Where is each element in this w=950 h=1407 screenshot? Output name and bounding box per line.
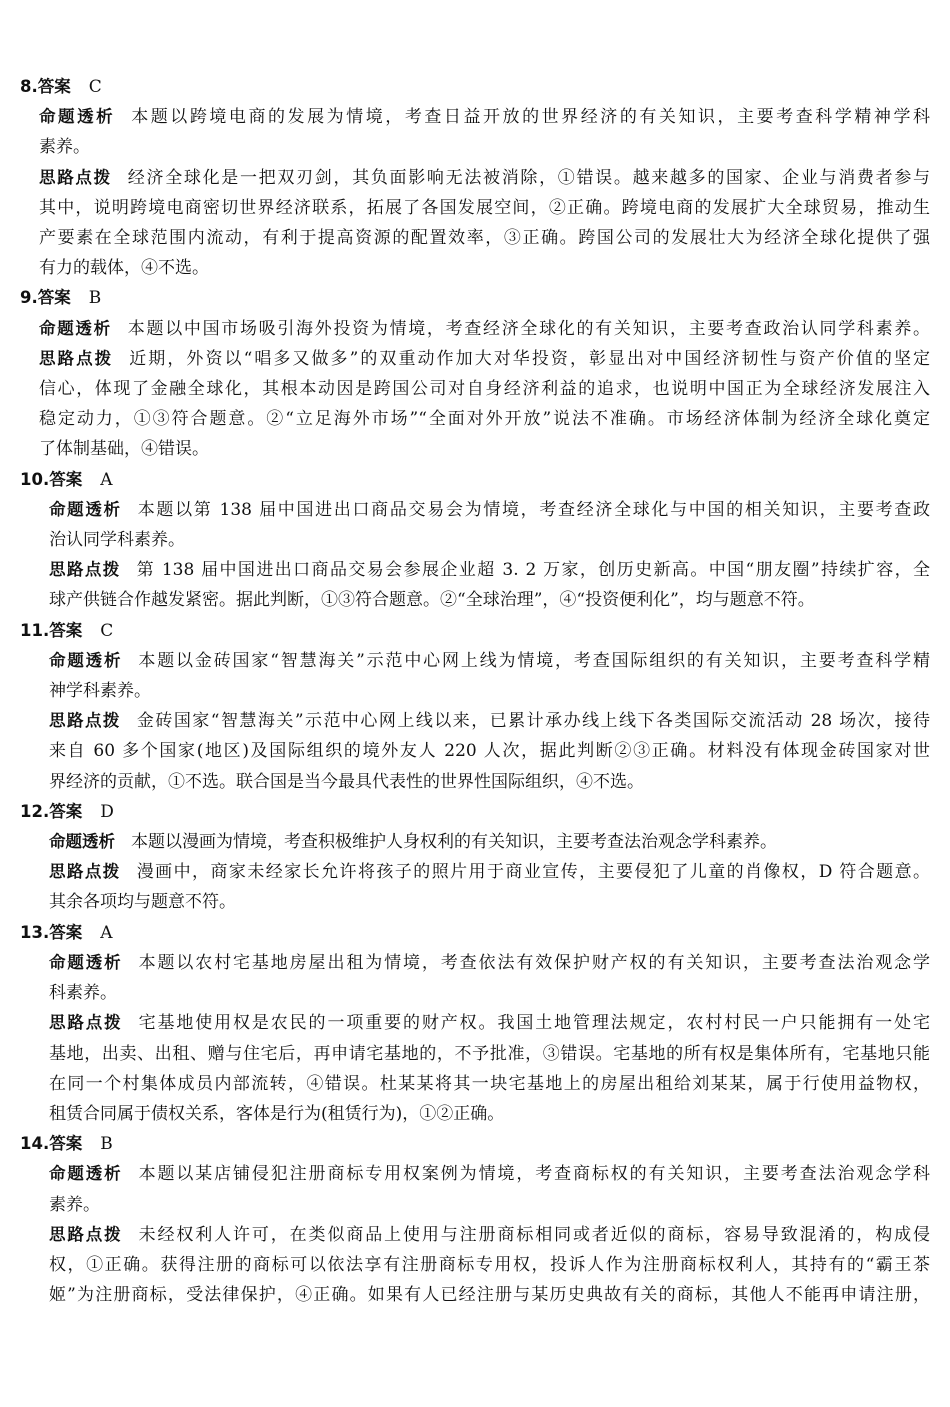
analysis-text: 本题以某店铺侵犯注册商标专用权案例为情境，考查商标权的有关知识，主要考查法治观念学科: [138, 1164, 931, 1185]
reasoning-text: 来自 60 多个国家(地区)及国际组织的境外友人 220 人次，据此判断②③正确。材料没有体现金砖国家对世: [49, 741, 930, 762]
reasoning-line: [0, 1008, 950, 1038]
answer-label: 答案: [49, 922, 83, 942]
reasoning-line: [0, 706, 950, 736]
question-number: 12.: [20, 801, 50, 821]
reasoning-label: 思路点拨: [49, 711, 121, 731]
answer-item: [0, 283, 950, 464]
answer-item: [0, 1129, 950, 1310]
reasoning-line: [0, 1099, 950, 1129]
analysis-text: 科素养。: [49, 983, 117, 1004]
reasoning-text: 了体制基础，④错误。: [39, 439, 209, 460]
reasoning-text: 近期，外资以“唱多又做多”的双重动作加大对华投资，彰显出对中国经济韧性与资产价值的坚定: [129, 348, 930, 369]
reasoning-text: 未经权利人许可，在类似商品上使用与注册商标相同或者近似的商标，容易导致混淆的，构成侵: [138, 1224, 931, 1245]
reasoning-line: [0, 434, 950, 464]
analysis-text: 本题以第 138 届中国进出口商品交易会为情境，考查经济全球化与中国的相关知识，主要考查政: [137, 499, 930, 520]
analysis-text: 神学科素养。: [49, 681, 151, 702]
answer-line: [0, 72, 950, 102]
analysis-line: [0, 948, 950, 978]
reasoning-text: 界经济的贡献，①不选。联合国是当今最具代表性的世界性国际组织，④不选。: [49, 771, 644, 792]
reasoning-label: 思路点拨: [49, 1224, 123, 1244]
reasoning-line: [0, 223, 950, 253]
reasoning-line: [0, 253, 950, 283]
analysis-text: 本题以金砖国家“智慧海关”示范中心网上线为情境，考查国际组织的有关知识，主要考查科学精: [138, 650, 930, 671]
answer-document: [0, 72, 950, 1310]
answer-item: [0, 616, 950, 797]
answer-line: [0, 283, 950, 313]
answer-choice: A: [100, 469, 113, 490]
analysis-text: 本题以漫画为情境，考查积极维护人身权利的有关知识，主要考查法治观念学科素养。: [131, 832, 777, 853]
analysis-label: 命题透析: [39, 318, 112, 338]
reasoning-label: 思路点拨: [49, 862, 121, 882]
reasoning-line: [0, 344, 950, 374]
analysis-line: [0, 314, 950, 344]
reasoning-label: 思路点拨: [49, 560, 121, 580]
analysis-line: [0, 978, 950, 1008]
reasoning-line: [0, 555, 950, 585]
reasoning-text: 其余各项均与题意不符。: [49, 892, 236, 913]
reasoning-text: 稳定动力，①③符合题意。②“立足海外市场”“全面对外开放”说法不准确。市场经济体制为经济全球化奠定: [39, 409, 930, 430]
answer-choice: C: [88, 77, 102, 97]
question-number: 9.: [20, 288, 38, 308]
reasoning-line: [0, 736, 950, 766]
analysis-text: 本题以跨境电商的发展为情境，考查日益开放的世界经济的有关知识，主要考查科学精神学科: [131, 107, 931, 128]
reasoning-text: 第 138 届中国进出口商品交易会参展企业超 3. 2 万家，创历史新高。中国“朋友圈”持续扩容，全: [136, 560, 931, 581]
reasoning-text: 产要素在全球范围内流动，有利于提高资源的配置效率，③正确。跨国公司的发展壮大为经济全球化提供了强: [39, 228, 930, 249]
question-number: 14.: [20, 1134, 50, 1154]
analysis-line: [0, 827, 950, 857]
analysis-line: [0, 525, 950, 555]
reasoning-label: 思路点拨: [39, 348, 114, 368]
answer-label: 答案: [49, 469, 83, 489]
answer-item: [0, 797, 950, 918]
reasoning-line: [0, 374, 950, 404]
question-number: 10.: [20, 469, 50, 489]
reasoning-label: 思路点拨: [39, 167, 112, 187]
reasoning-label: 思路点拨: [49, 1013, 123, 1033]
question-number: 13.: [20, 922, 50, 942]
reasoning-line: [0, 193, 950, 223]
question-number: 11.: [20, 620, 50, 640]
answer-label: 答案: [49, 620, 83, 640]
reasoning-text: 在同一个村集体成员内部流转，④错误。杜某某将其一块宅基地上的房屋出租给刘某某，属于行使用益物权，: [49, 1073, 930, 1094]
analysis-line: [0, 646, 950, 676]
reasoning-line: [0, 1280, 950, 1310]
analysis-text: 本题以农村宅基地房屋出租为情境，考查依法有效保护财产权的有关知识，主要考查法治观念学: [138, 952, 931, 973]
reasoning-text: 金砖国家“智慧海关”示范中心网上线以来，已累计承办线上线下各类国际交流活动 28 场次，接待: [136, 711, 930, 732]
analysis-line: [0, 1190, 950, 1220]
reasoning-line: [0, 887, 950, 917]
answer-line: [0, 918, 950, 948]
reasoning-text: 信心，体现了金融全球化，其根本动因是跨国公司对自身经济利益的追求，也说明中国正为全球经济发展注入: [39, 379, 930, 400]
analysis-label: 命题透析: [49, 1164, 123, 1184]
reasoning-line: [0, 857, 950, 887]
question-number: 8.: [20, 77, 38, 96]
analysis-line: [0, 676, 950, 706]
analysis-line: [0, 495, 950, 525]
analysis-line: [0, 102, 950, 132]
reasoning-text: 权，①正确。获得注册的商标可以依法享有注册商标专用权，投诉人作为注册商标权利人，其持有的“霸王茶: [49, 1254, 930, 1275]
analysis-line: [0, 132, 950, 162]
answer-item: [0, 465, 950, 616]
reasoning-line: [0, 1250, 950, 1280]
answer-label: 答案: [37, 288, 71, 308]
reasoning-text: 基地，出卖、出租、赠与住宅后，再申请宅基地的，不予批准，③错误。宅基地的所有权是集体所有，宅基地只能: [49, 1043, 930, 1064]
answer-choice: C: [100, 620, 114, 641]
reasoning-line: [0, 1039, 950, 1069]
reasoning-line: [0, 585, 950, 615]
answer-item: [0, 72, 950, 283]
analysis-line: [0, 1159, 950, 1189]
answer-line: [0, 465, 950, 495]
answer-line: [0, 797, 950, 827]
reasoning-line: [0, 1220, 950, 1250]
reasoning-line: [0, 163, 950, 193]
answer-label: 答案: [37, 77, 71, 96]
answer-choice: B: [88, 288, 102, 309]
reasoning-text: 其中，说明跨境电商密切世界经济联系，拓展了各国发展空间，②正确。跨境电商的发展扩大全球贸易，推动生: [39, 197, 930, 218]
reasoning-text: 有力的载体，④不选。: [39, 258, 209, 279]
reasoning-line: [0, 404, 950, 434]
answer-choice: D: [100, 801, 114, 822]
answer-line: [0, 1129, 950, 1159]
analysis-text: 素养。: [49, 1194, 100, 1215]
analysis-label: 命题透析: [49, 499, 122, 519]
answer-line: [0, 616, 950, 646]
analysis-text: 本题以中国市场吸引海外投资为情境，考查经济全球化的有关知识，主要考查政治认同学科素养。: [127, 318, 931, 339]
reasoning-text: 经济全球化是一把双刃剑，其负面影响无法被消除，①错误。越来越多的国家、企业与消费者参与: [127, 167, 931, 188]
reasoning-line: [0, 1069, 950, 1099]
reasoning-line: [0, 767, 950, 797]
reasoning-text: 宅基地使用权是农民的一项重要的财产权。我国土地管理法规定，农村村民一户只能拥有一处宅: [138, 1013, 931, 1034]
analysis-label: 命题透析: [49, 832, 115, 852]
analysis-label: 命题透析: [49, 650, 123, 670]
reasoning-text: 租赁合同属于债权关系，客体是行为(租赁行为)，①②正确。: [49, 1103, 505, 1124]
reasoning-text: 球产供链合作越发紧密。据此判断，①③符合题意。②“全球治理”，④“投资便利化”，均与题意不符。: [49, 590, 815, 611]
answer-label: 答案: [49, 801, 83, 821]
analysis-text: 素养。: [39, 137, 90, 158]
answer-item: [0, 918, 950, 1129]
reasoning-text: 漫画中，商家未经家长允许将孩子的照片用于商业宣传，主要侵犯了儿童的肖像权，D 符合题意。: [136, 862, 930, 883]
answer-choice: B: [100, 1134, 113, 1155]
analysis-label: 命题透析: [39, 107, 116, 127]
reasoning-text: 姬”为注册商标，受法律保护，④正确。如果有人已经注册与某历史典故有关的商标，其他人不能再申请注册，: [49, 1285, 930, 1306]
answer-choice: A: [100, 922, 113, 943]
analysis-label: 命题透析: [49, 952, 123, 972]
analysis-text: 治认同学科素养。: [49, 530, 185, 551]
answer-label: 答案: [49, 1134, 83, 1154]
